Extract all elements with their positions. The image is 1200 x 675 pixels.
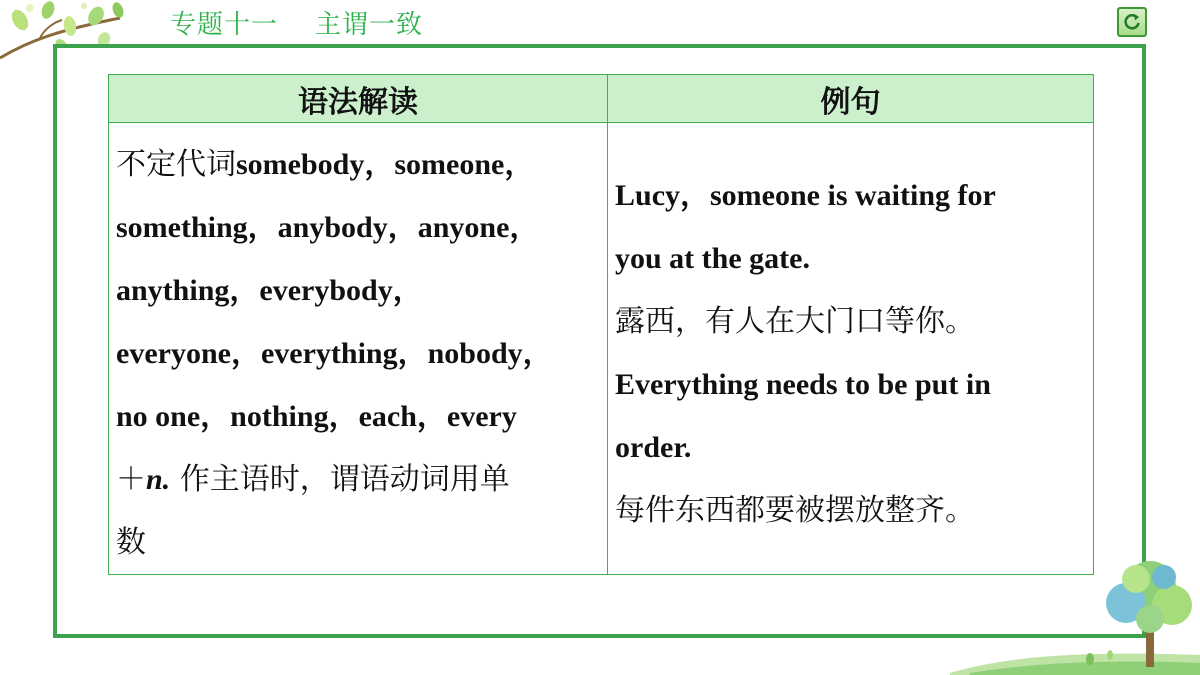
explanation-text-cn: 作主语时，谓语动词用单 xyxy=(170,462,510,497)
plus-sign: ＋ xyxy=(116,462,146,497)
grammar-explanation-cell xyxy=(109,123,608,575)
header-example-sentences: 例句 xyxy=(608,75,1094,123)
explanation-line: anything，everybody， xyxy=(116,274,423,307)
example-line: Everything needs to be put in xyxy=(615,368,991,401)
example-translation: 每件东西都要被摆放整齐。 xyxy=(615,493,975,528)
header-grammar-explanation: 语法解读 xyxy=(109,75,608,123)
example-line: Lucy，someone is waiting for xyxy=(615,179,996,212)
explanation-line: something，anybody，anyone， xyxy=(116,211,540,244)
explanation-line xyxy=(116,448,607,511)
example-line: order. xyxy=(615,431,692,464)
explanation-text-en: somebody，someone， xyxy=(236,148,535,181)
page-title: 专题十一 主谓一致 xyxy=(170,10,424,40)
table-header-row xyxy=(109,75,1094,123)
example-translation: 露西，有人在大门口等你。 xyxy=(615,304,975,339)
example-line: you at the gate. xyxy=(615,242,810,275)
noun-abbreviation: n. xyxy=(146,463,171,496)
back-button[interactable] xyxy=(1117,7,1147,37)
explanation-line: 数 xyxy=(116,525,146,560)
grammar-table xyxy=(108,74,1094,575)
tree-decoration xyxy=(950,555,1200,675)
explanation-line: no one，nothing，each，every xyxy=(116,400,517,433)
refresh-back-icon xyxy=(1122,12,1142,32)
table-row xyxy=(109,123,1094,575)
explanation-line xyxy=(116,133,607,196)
example-sentences-cell xyxy=(608,123,1094,575)
explanation-text-cn: 不定代词 xyxy=(116,147,236,182)
explanation-line: everyone，everything，nobody， xyxy=(116,337,553,370)
